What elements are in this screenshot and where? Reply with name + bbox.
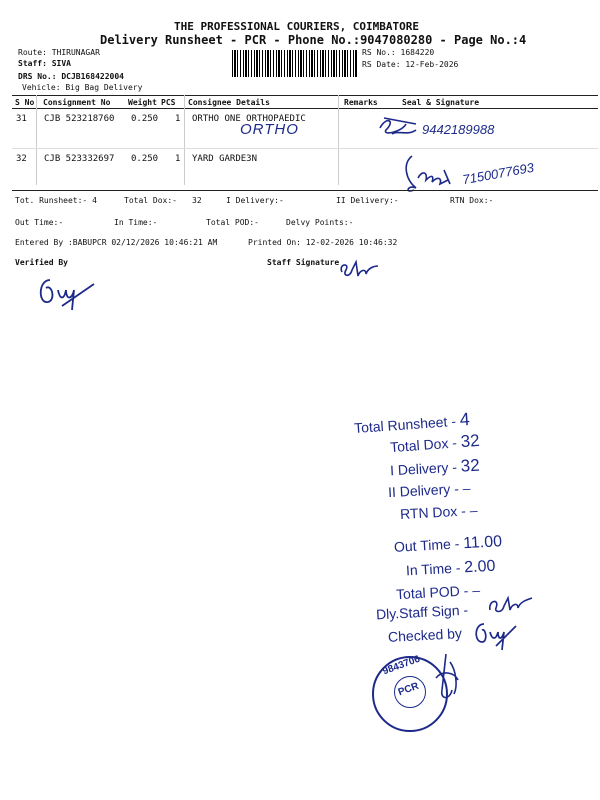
printed-on: Printed On: 12-02-2026 10:46:32 xyxy=(248,238,398,247)
summary-total-dox: Total Dox - 32 xyxy=(389,430,481,456)
summary-value: – xyxy=(471,581,481,599)
summary-label: Total Dox xyxy=(389,435,449,456)
summary-rtn-dox: RTN Dox - – xyxy=(399,501,478,523)
row-consignee: YARD GARDE3N xyxy=(192,154,258,164)
summary-label: II Delivery xyxy=(387,480,451,501)
col-remarks: Remarks xyxy=(344,98,378,107)
row-consignment: CJB 523218760 xyxy=(44,114,115,124)
vehicle: Vehicle: Big Bag Delivery xyxy=(22,83,143,92)
col-divider xyxy=(338,95,339,185)
table-top-rule xyxy=(12,95,598,96)
row-rule xyxy=(12,148,598,149)
in-time: In Time:- xyxy=(114,218,158,227)
company-title: THE PROFESSIONAL COURIERS, COIMBATORE xyxy=(174,20,420,33)
total-dox-label: Total Dox:- xyxy=(124,196,177,205)
dly-staff-signature xyxy=(486,592,536,616)
staff: Staff: SIVA xyxy=(18,59,71,68)
col-consignee: Consignee Details xyxy=(188,98,270,107)
summary-value: – xyxy=(462,479,471,497)
summary-ii-delivery: II Delivery - – xyxy=(387,479,471,501)
row-pcs: 1 xyxy=(175,114,181,124)
summary-label: RTN Dox xyxy=(399,503,458,523)
row-consignment: CJB 523332697 xyxy=(44,154,115,164)
col-seal-signature: Seal & Signature xyxy=(402,98,480,107)
summary-label: Total POD xyxy=(395,582,461,603)
row-pcs: 1 xyxy=(175,154,181,164)
row-consignee: ORTHO ONE ORTHOPAEDIC xyxy=(192,114,306,124)
summary-value: 4 xyxy=(459,408,471,430)
summary-value: 11.00 xyxy=(462,533,503,553)
signature-row-31 xyxy=(372,112,422,144)
verifier-signature xyxy=(32,270,102,314)
delvy-points: Delvy Points:- xyxy=(286,218,354,227)
signature-phone: 9442189988 xyxy=(422,122,495,137)
summary-out-time: Out Time - 11.00 xyxy=(393,533,503,555)
summary-label: Dly.Staff Sign xyxy=(375,602,460,623)
summary-value: – xyxy=(469,501,478,519)
table-header-rule xyxy=(12,108,598,109)
col-divider xyxy=(184,95,185,185)
rtn-dox: RTN Dox:- xyxy=(450,196,494,205)
verified-by: Verified By xyxy=(15,258,68,267)
handwritten-consignee: ORTHO xyxy=(240,121,299,138)
tot-runsheet: Tot. Runsheet:- 4 xyxy=(15,196,97,205)
checked-by-signature xyxy=(470,616,520,656)
drs-number: DRS No.: DCJB168422004 xyxy=(18,72,124,81)
staff-signature-label: Staff Signature xyxy=(267,258,340,267)
summary-in-time: In Time - 2.00 xyxy=(405,557,496,579)
route: Route: THIRUNAGAR xyxy=(18,48,100,57)
summary-value: 2.00 xyxy=(463,557,496,577)
col-divider xyxy=(36,95,37,185)
col-consignment: Consignment No xyxy=(43,98,111,107)
summary-value: 32 xyxy=(460,455,481,476)
row-sno: 31 xyxy=(16,114,27,124)
summary-value: 32 xyxy=(460,430,481,452)
staff-signature xyxy=(336,252,386,282)
stamp-center: PCR xyxy=(396,680,421,699)
row-sno: 32 xyxy=(16,154,27,164)
rs-number: RS No.: 1684220 xyxy=(362,48,435,57)
barcode xyxy=(232,50,358,77)
stamp-signature xyxy=(428,650,468,710)
table-bottom-rule xyxy=(12,190,598,191)
out-time: Out Time:- xyxy=(15,218,64,227)
runsheet-subtitle: Delivery Runsheet - PCR - Phone No.:9047080280 - Page No.:4 xyxy=(100,33,527,47)
summary-i-delivery: I Delivery - 32 xyxy=(389,455,481,479)
summary-label: I Delivery xyxy=(389,459,449,479)
signature-phone: 7150077693 xyxy=(461,159,536,188)
summary-value xyxy=(468,602,469,618)
summary-dly-staff-sign: Dly.Staff Sign - xyxy=(375,601,469,623)
rs-date: RS Date: 12-Feb-2026 xyxy=(362,60,459,69)
total-dox-value: 32 xyxy=(192,196,202,205)
ii-delivery: II Delivery:- xyxy=(336,196,399,205)
col-weight: Weight xyxy=(128,98,157,107)
summary-label: Total Runsheet xyxy=(353,413,448,437)
row-weight: 0.250 xyxy=(131,154,159,164)
col-pcs: PCS xyxy=(161,98,176,107)
summary-total-runsheet: Total Runsheet - 4 xyxy=(353,408,471,437)
stamp-number: 9843706 xyxy=(381,653,422,678)
summary-total-pod: Total POD - – xyxy=(395,581,481,603)
summary-checked-by xyxy=(388,625,463,645)
summary-label: Out Time xyxy=(393,535,452,555)
entered-by: Entered By :BABUPCR 02/12/2026 10:46:21 AM xyxy=(15,238,218,247)
row-weight: 0.250 xyxy=(131,114,159,124)
summary-label: Checked by xyxy=(387,625,463,645)
col-sno: S No xyxy=(15,98,35,107)
total-pod: Total POD:- xyxy=(206,218,259,227)
summary-label: In Time xyxy=(405,559,453,579)
i-delivery: I Delivery:- xyxy=(226,196,284,205)
